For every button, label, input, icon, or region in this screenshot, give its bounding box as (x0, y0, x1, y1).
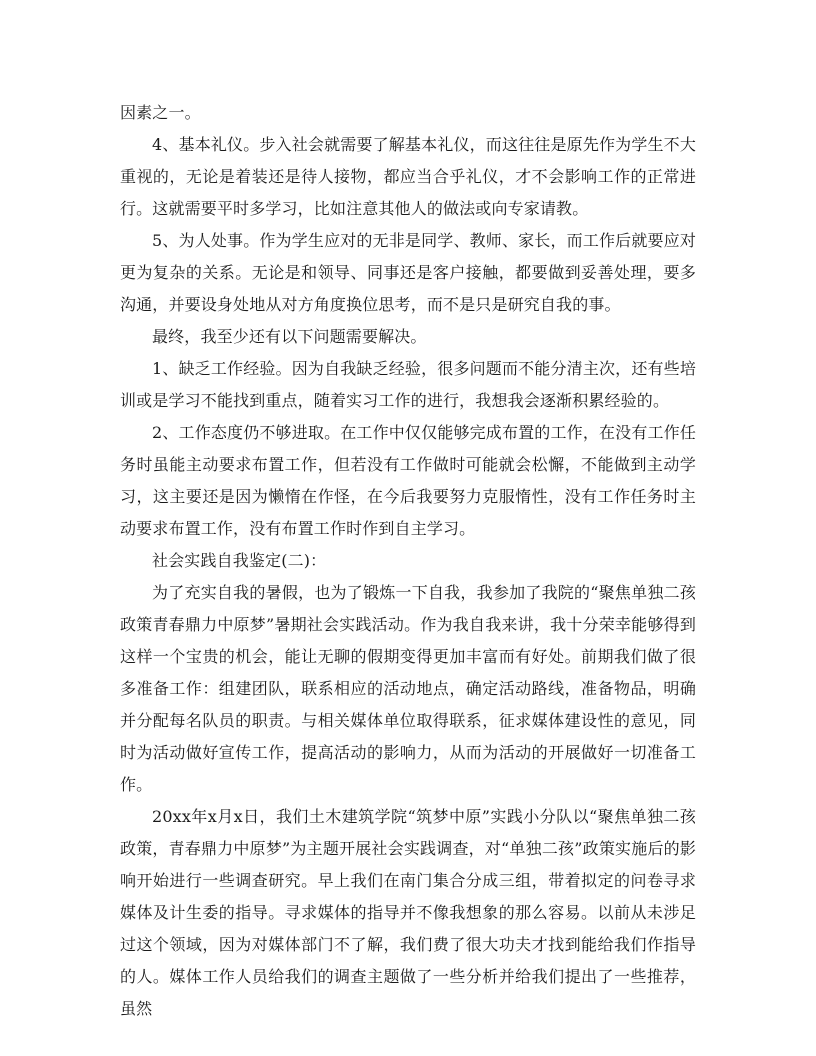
paragraph-summer-practice: 为了充实自我的暑假，也为了锻炼一下自我，我参加了我院的“聚焦单独二孩政策青春鼎力中原梦”暑期社会实践活动。作为我自我来讲，我十分荣幸能够得到这样一个宝贵的机会，能让无聊的假期变得更加丰富而有好处。前期我们做了很多准备工作：组建团队，联系相应的活动地点，确定活动路线，准备物品，明确并分配每名队员的职责。与相关媒体单位取得联系，征求媒体建设性的意见，同时为活动做好宣传工作，提高活动的影响力，从而为活动的开展做好一切准备工作。 (120, 583, 696, 794)
paragraph-conduct: 5、为人处事。作为学生应对的无非是同学、教师、家长，而工作后就要应对更为复杂的关系。无论是和领导、同事还是客户接触，都要做到妥善处理，要多沟通，并要设身处地从对方角度换位思考，而不是只是研究自我的事。 (120, 231, 696, 314)
paragraph-work-attitude: 2、工作态度仍不够进取。在工作中仅仅能够完成布置的工作，在没有工作任务时虽能主动要求布置工作，但若没有工作做时可能就会松懈，不能做到主动学习，这主要还是因为懒惰在作怪，在今后我要努力克服惰性，没有工作任务时主动要求布置工作，没有布置工作时作到自主学习。 (120, 423, 696, 538)
paragraph-etiquette: 4、基本礼仪。步入社会就需要了解基本礼仪，而这往往是原先作为学生不大重视的，无论是着装还是待人接物，都应当合乎礼仪，才不会影响工作的正常进行。这就需要平时多学习，比如注意其他人的做法或向专家请教。 (120, 135, 696, 218)
paragraph-continuation: 因素之一。 (120, 103, 201, 122)
document-body (120, 97, 696, 1025)
paragraph-lack-experience: 1、缺乏工作经验。因为自我缺乏经验，很多问题而不能分清主次，还有些培训或是学习不能找到重点，随着实习工作的进行，我想我会逐渐积累经验的。 (120, 359, 696, 410)
paragraph-problems-intro: 最终，我至少还有以下问题需要解决。 (152, 327, 427, 346)
paragraph-survey: 20xx年x月x日，我们土木建筑学院“筑梦中原”实践小分队以“聚焦单独二孩政策，青春鼎力中原梦”为主题开展社会实践调查，对“单独二孩”政策实施后的影响开始进行一些调查研究。早上我们在南门集合分成三组，带着拟定的问卷寻求媒体及计生委的指导。寻求媒体的指导并不像我想象的那么容易。以前从未涉足过这个领域，因为对媒体部门不了解，我们费了很大功夫才找到能给我们作指导的人。媒体工作人员给我们的调查主题做了一些分析并给我们提出了一些推荐，虽然 (120, 807, 696, 1018)
section-heading: 社会实践自我鉴定(二)： (152, 551, 327, 570)
